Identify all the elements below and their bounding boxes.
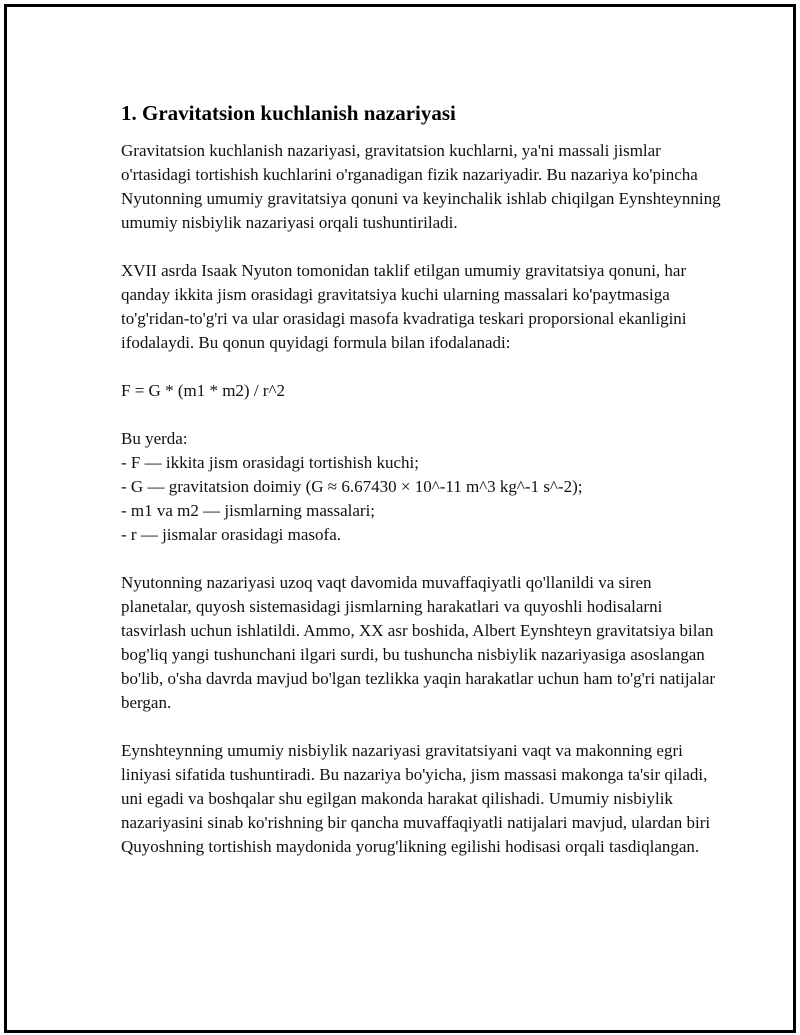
page-frame <box>4 4 796 1033</box>
definition-item: - r — jismalar orasidagi masofa. <box>121 525 341 544</box>
paragraph-relativity: Eynshteynning umumiy nisbiylik nazariyasi gravitatsiyani vaqt va makonning egri liniyasi sifatida tushuntiradi. Bu nazariya bo'yicha, jism massasi makonga ta'sir qiladi, uni egadi va boshqalar shu egilgan makonda harakat qilishadi. Umumiy nisbiylik nazariyasini sinab ko'rishning bir qancha muvaffaqiyatli natijalari mavjud, ulardan biri Quyoshning tortishish maydonida yorug'likning egilishi hodisasi orqali tasdiqlangan. <box>121 741 711 856</box>
paragraph-newton-law: XVII asrda Isaak Nyuton tomonidan taklif etilgan umumiy gravitatsiya qonuni, har qanday ikkita jism orasidagi gravitatsiya kuchi ularning massalari ko'paytmasiga to'g'ridan-to'g'ri va ular orasidagi masofa kvadratiga teskari proporsional ekanligini ifodalaydi. Bu qonun quyidagi formula bilan ifodalanadi: <box>121 261 687 352</box>
definition-item: - F — ikkita jism orasidagi tortishish kuchi; <box>121 453 419 472</box>
formula-text: F = G * (m1 * m2) / r^2 <box>121 381 285 400</box>
paragraph-intro: Gravitatsion kuchlanish nazariyasi, gravitatsion kuchlarni, ya'ni massali jismlar o'rtasidagi tortishish kuchlarini o'rganadigan fizik nazariyadir. Bu nazariya ko'pincha Nyutonning umumiy gravitatsiya qonuni va keyinchalik ishlab chiqilgan Eynshteynning umumiy nisbiylik nazariyasi orqali tushuntiriladi. <box>121 141 721 232</box>
definition-item: - m1 va m2 — jismlarning massalari; <box>121 501 376 520</box>
document-body <box>121 99 721 883</box>
paragraph-einstein-intro: Nyutonning nazariyasi uzoq vaqt davomida muvaffaqiyatli qo'llanildi va siren planetalar, quyosh sistemasidagi jismlarning harakatlari va quyoshli hodisalarni tasvirlash uchun ishlatildi. Ammo, XX asr boshida, Albert Eynshteyn gravitatsiya bilan bog'liq yangi tushunchani ilgari surdi, bu tushuncha nisbiylik nazariyasiga asoslangan bo'lib, o'sha davrda mavjud bo'lgan tezlikka yaqin harakatlar uchun ham to'g'ri natijalar bergan. <box>121 573 716 712</box>
definitions-list <box>121 427 721 547</box>
definition-item: - G — gravitatsion doimiy (G ≈ 6.67430 × 10^-11 m^3 kg^-1 s^-2); <box>121 477 583 496</box>
section-title: 1. Gravitatsion kuchlanish nazariyasi <box>121 101 456 125</box>
definitions-heading: Bu yerda: <box>121 429 188 448</box>
